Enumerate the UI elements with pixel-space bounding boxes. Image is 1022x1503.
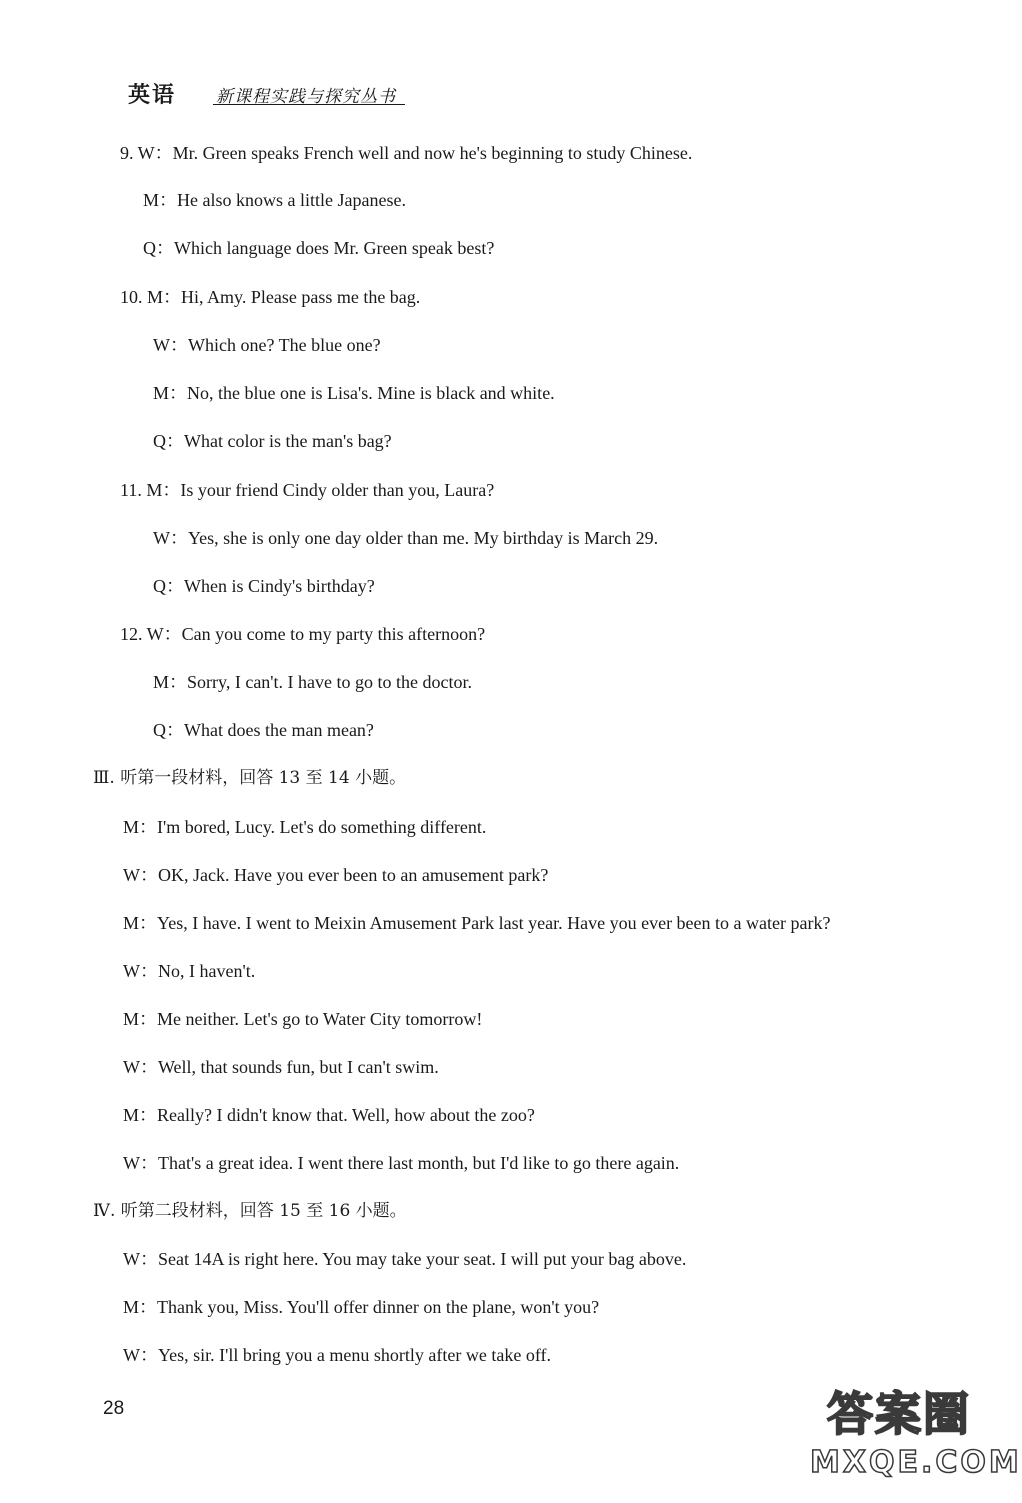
series-title: 新课程实践与探究丛书 (216, 87, 397, 107)
q10-line-m: 10. M：Hi, Amy. Please pass me the bag. (120, 287, 421, 307)
q9-line-m: M：He also knows a little Japanese. (143, 190, 406, 210)
s3-line-2: W：OK, Jack. Have you ever been to an amusement park? (123, 865, 549, 885)
q10-line-q: Q：What color is the man's bag? (153, 431, 392, 451)
q11-line-m: 11. M：Is your friend Cindy older than you, Laura? (120, 480, 495, 500)
q10-line-m2: M：No, the blue one is Lisa's. Mine is black and white. (153, 383, 555, 403)
q11-line-w: W：Yes, she is only one day older than me. My birthday is March 29. (153, 528, 659, 548)
s4-line-3: W：Yes, sir. I'll bring you a menu shortly after we take off. (123, 1345, 552, 1365)
s3-line-7: M：Really? I didn't know that. Well, how about the zoo? (123, 1105, 535, 1125)
s3-line-8: W：That's a great idea. I went there last month, but I'd like to go there again. (123, 1153, 680, 1173)
q9-line-q: Q：Which language does Mr. Green speak best? (143, 238, 495, 258)
page-number: 28 (103, 1398, 125, 1419)
q10-line-w: W：Which one? The blue one? (153, 335, 381, 355)
header-underline (213, 104, 405, 105)
section-3-heading: Ⅲ. 听第一段材料，回答 13 至 14 小题。 (93, 768, 407, 788)
watermark-domain: MXQE.COM (810, 1445, 1022, 1480)
s3-line-6: W：Well, that sounds fun, but I can't swim. (123, 1057, 439, 1077)
s3-line-1: M：I'm bored, Lucy. Let's do something different. (123, 817, 487, 837)
s4-line-2: M：Thank you, Miss. You'll offer dinner on the plane, won't you? (123, 1297, 600, 1317)
subject-title: 英语 (128, 83, 177, 108)
q11-line-q: Q：When is Cindy's birthday? (153, 576, 375, 596)
q12-line-m: M：Sorry, I can't. I have to go to the doctor. (153, 672, 473, 692)
section-4-heading: Ⅳ. 听第二段材料，回答 15 至 16 小题。 (93, 1201, 407, 1221)
watermark-brand: 答案圈 (827, 1387, 971, 1441)
q12-line-w: 12. W：Can you come to my party this afternoon? (120, 624, 486, 644)
s3-line-3: M：Yes, I have. I went to Meixin Amusement Park last year. Have you ever been to a water park? (123, 913, 831, 933)
q9-line-w: 9. W：Mr. Green speaks French well and now he's beginning to study Chinese. (120, 143, 693, 163)
q12-line-q: Q：What does the man mean? (153, 720, 374, 740)
s3-line-5: M：Me neither. Let's go to Water City tomorrow! (123, 1009, 483, 1029)
s4-line-1: W：Seat 14A is right here. You may take your seat. I will put your bag above. (123, 1249, 687, 1269)
watermark-logo (810, 1385, 1022, 1495)
s3-line-4: W：No, I haven't. (123, 961, 256, 981)
